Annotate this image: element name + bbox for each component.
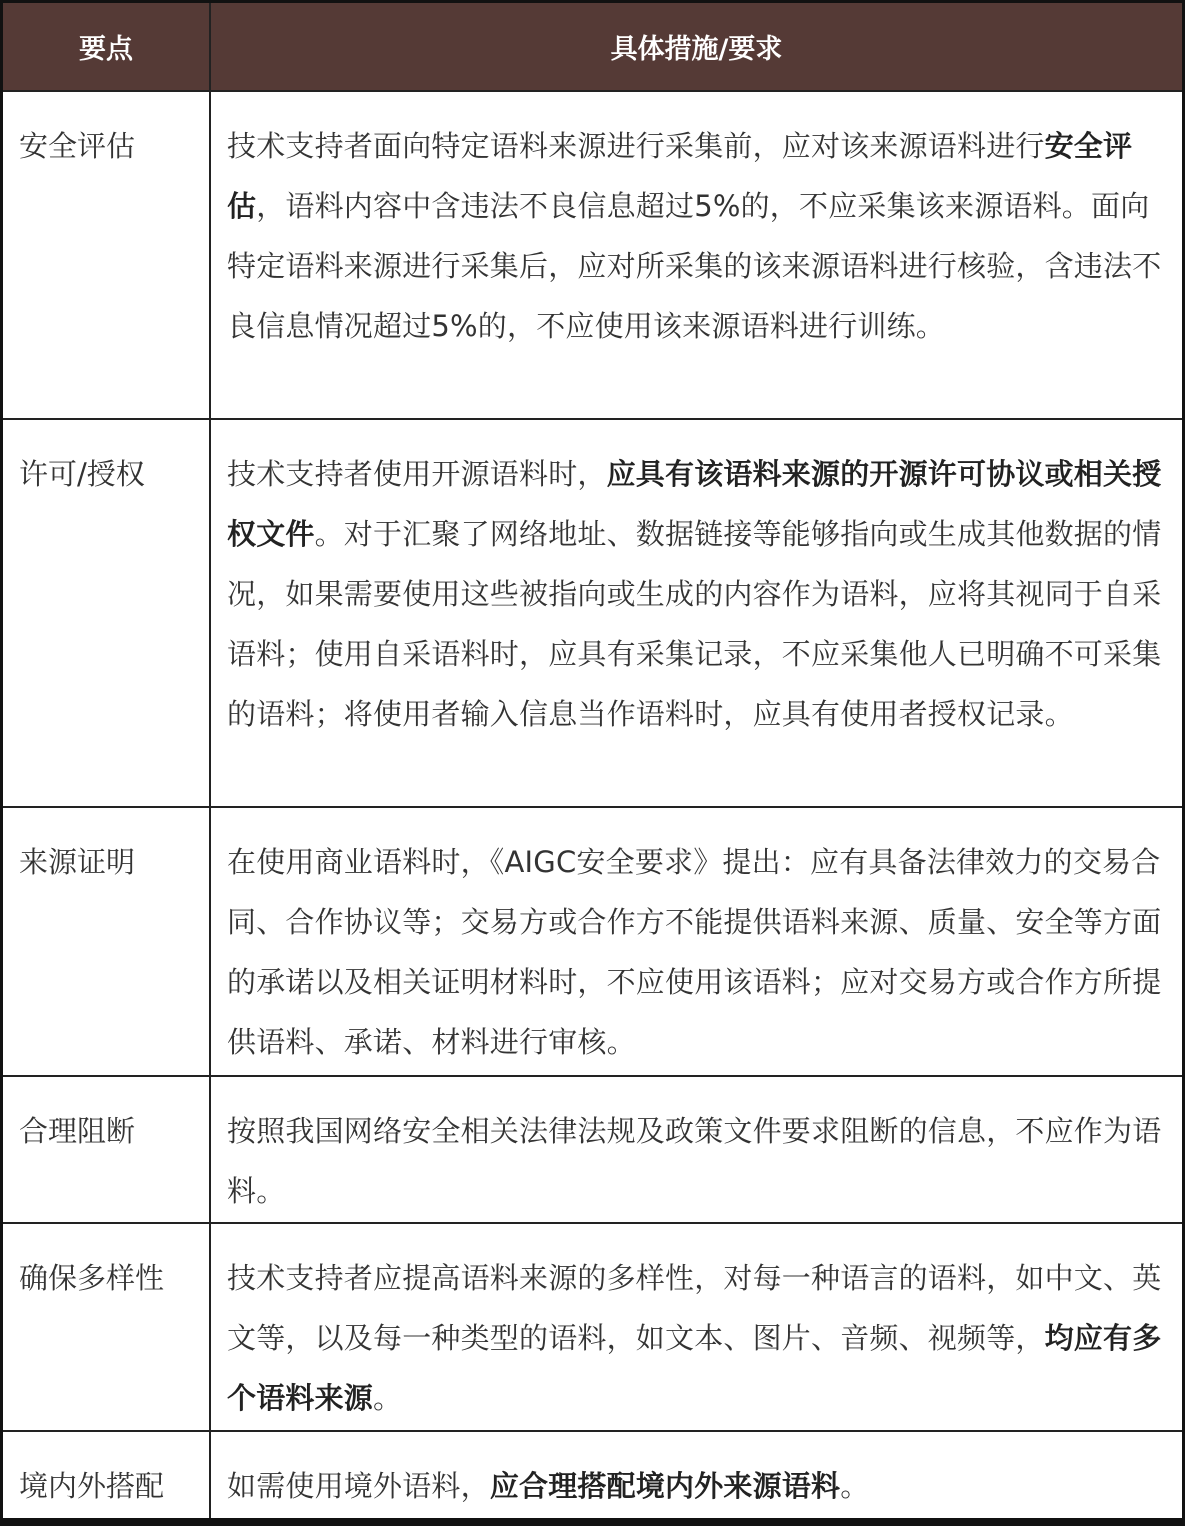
- text: 技术支持者应提高语料来源的多样性，对每一种语言的语料，如中文、英文等，以及每一种类型的语料，如文本、图片、音频、视频等，: [227, 1261, 1162, 1355]
- table-row: [3, 90, 1182, 418]
- text: ，语料内容中含违法不良信息超过5%的，不应采集该来源语料。面向特定语料来源进行采集后，应对所采集的该来源语料进行核验，含违法不良信息情况超过5%的，不应使用该来源语料进行训练。: [227, 189, 1162, 343]
- row-key: 确保多样性: [3, 1224, 211, 1430]
- text: 。: [840, 1469, 870, 1503]
- row-content: [211, 420, 1182, 806]
- bold-text: 均应有多个语料来源: [227, 1321, 1162, 1415]
- bold-text: 安全评估: [227, 129, 1133, 223]
- table-header: [3, 3, 1182, 90]
- text: 如需使用境外语料，: [227, 1469, 490, 1503]
- row-content: [211, 1077, 1182, 1222]
- row-key: 境内外搭配: [3, 1432, 211, 1518]
- header-key-point: 要点: [3, 3, 211, 90]
- table-row: [3, 418, 1182, 806]
- bold-text: 应具有该语料来源的开源许可协议或相关授权文件: [227, 457, 1162, 551]
- row-key: 合理阻断: [3, 1077, 211, 1222]
- header-measures: 具体措施/要求: [610, 34, 783, 65]
- text: 技术支持者面向特定语料来源进行采集前，应对该来源语料进行: [227, 129, 1045, 163]
- row-key: 来源证明: [3, 808, 211, 1075]
- text: 在使用商业语料时，《AIGC安全要求》提出：应有具备法律效力的交易合同、合作协议等；交易方或合作方不能提供语料来源、质量、安全等方面的承诺以及相关证明材料时，不应使用该语料；应对交易方或合作方所提供语料、承诺、材料进行审核。: [227, 845, 1162, 1059]
- table-row: [3, 1430, 1182, 1518]
- row-key: 安全评估: [3, 92, 211, 418]
- row-key: 许可/授权: [3, 420, 211, 806]
- text: 按照我国网络安全相关法律法规及政策文件要求阻断的信息，不应作为语料。: [227, 1114, 1162, 1208]
- table-row: [3, 1222, 1182, 1430]
- row-content: [211, 1432, 1182, 1518]
- table-row: [3, 806, 1182, 1075]
- text: 。: [373, 1381, 403, 1415]
- row-content: [211, 1224, 1182, 1430]
- bold-text: 应合理搭配境内外来源语料: [489, 1469, 841, 1503]
- row-content: [211, 808, 1182, 1075]
- table-row: [3, 1075, 1182, 1222]
- row-content: [211, 92, 1182, 418]
- text: 技术支持者使用开源语料时，: [227, 457, 607, 491]
- text: 。对于汇聚了网络地址、数据链接等能够指向或生成其他数据的情况，如果需要使用这些被指向或生成的内容作为语料，应将其视同于自采语料；使用自采语料时，应具有采集记录，不应采集他人已明确不可采集的语料；将使用者输入信息当作语料时，应具有使用者授权记录。: [227, 517, 1162, 731]
